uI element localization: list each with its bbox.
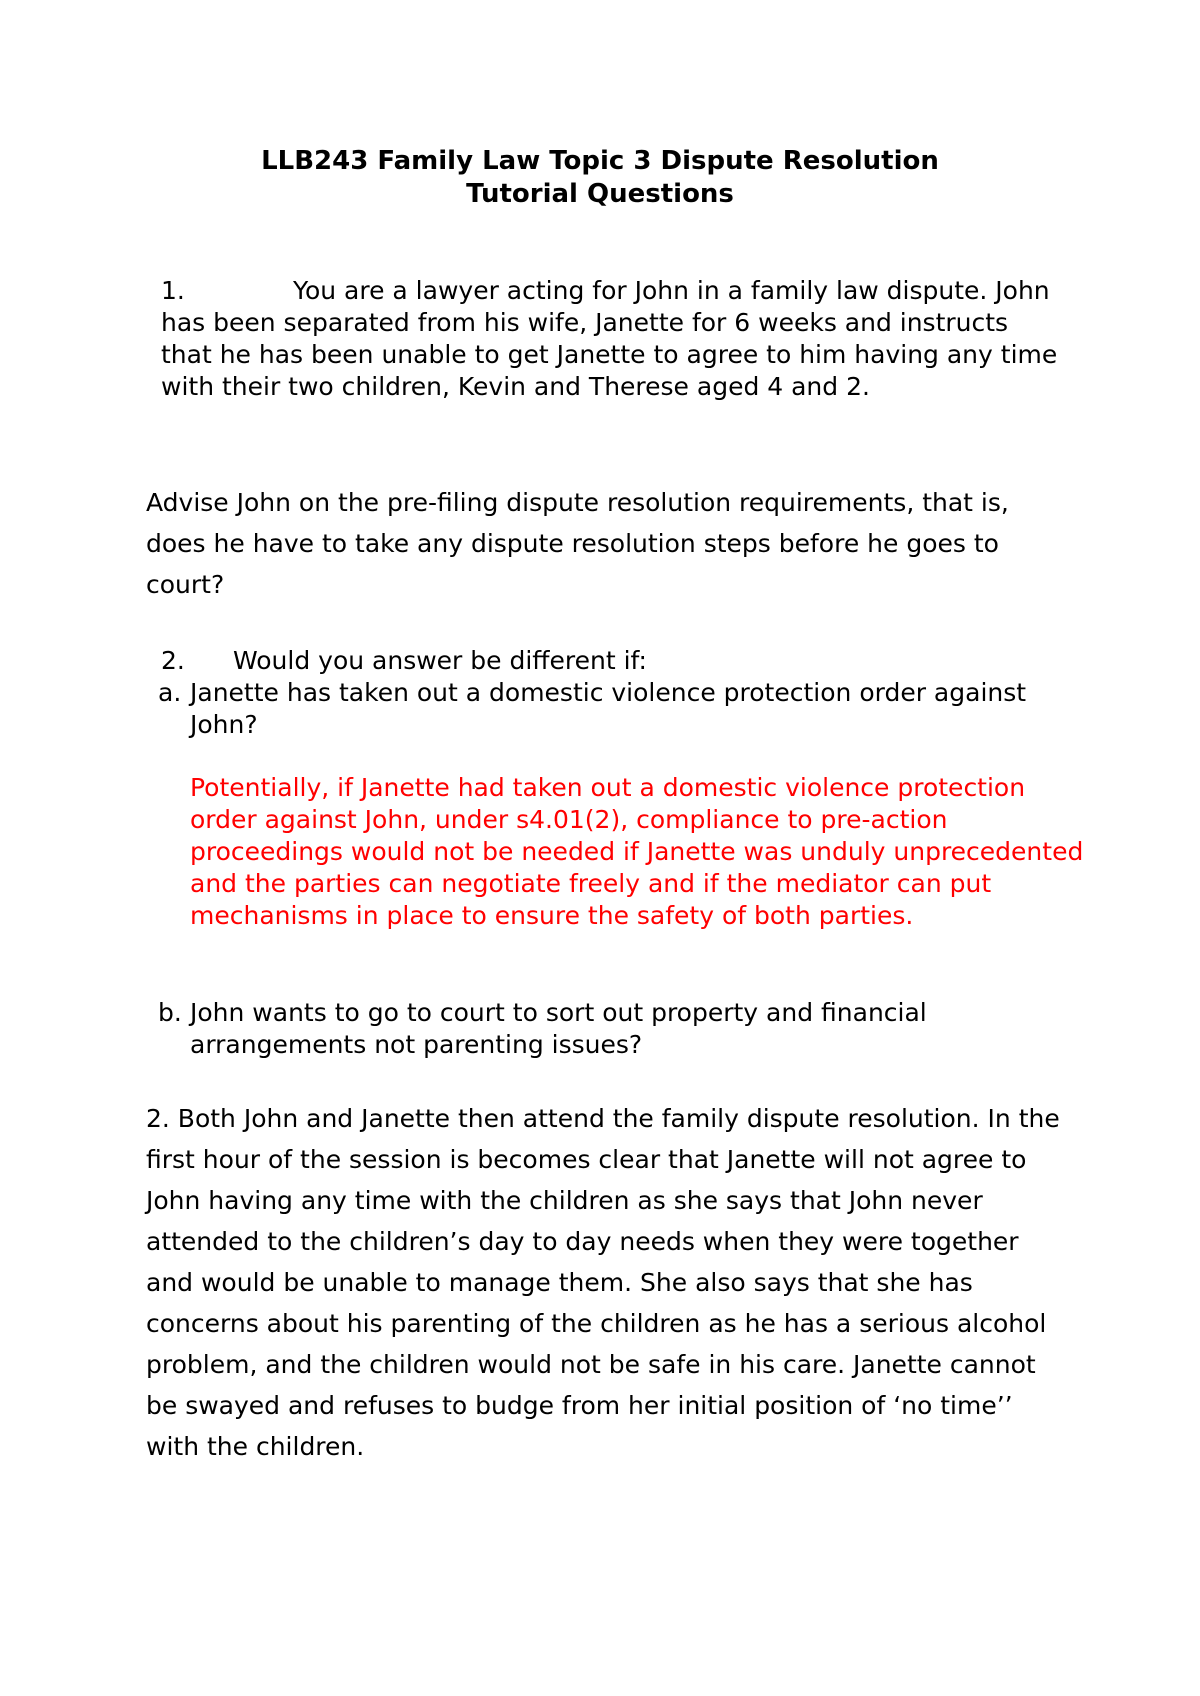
question-1-prompt: Advise John on the pre-filing dispute resolution requirements, that is, does he have to take any dispute resolution steps before he goes to court? <box>146 488 1009 599</box>
question-2a-text: Janette has taken out a domestic violence protection order against John? <box>190 678 1027 739</box>
question-2-number: 2. <box>161 646 185 675</box>
question-3-text: 2. Both John and Janette then attend the family dispute resolution. In the first hour of the session is becomes clear that Janette will not agree to John having any time with the children as she says that John never attended to the children’s day to day needs when they were together and would be unable to manage them. She also says that she has concerns about his parenting of the children as he has a serious alcohol problem, and the children would not be safe in his care. Janette cannot be swayed and refuses to budge from her initial position of ‘no time’’ with the children. <box>146 1104 1060 1461</box>
answer-2a-text: Potentially, if Janette had taken out a domestic violence protection order against John, under s4.01(2), compliance to pre-action proceedings would not be needed if Janette was unduly unprecedented and the parties can negotiate freely and if the mediator can put mechanisms in place to ensure the safety of both parties. <box>190 773 1084 930</box>
document-subtitle: Tutorial Questions <box>466 179 734 209</box>
question-2-text: Would you answer be different if: <box>233 646 647 675</box>
question-1-text: You are a lawyer acting for John in a family law dispute. John has been separated from his wife, Janette for 6 weeks and instructs that he has been unable to get Janette to agree to him having any time with their two children, Kevin and Therese aged 4 and 2. <box>161 276 1058 401</box>
question-1-number: 1. <box>161 276 185 305</box>
document-title: LLB243 Family Law Topic 3 Dispute Resolution <box>261 146 939 176</box>
question-2b-text: John wants to go to court to sort out property and financial arrangements not parenting issues? <box>190 998 927 1059</box>
question-2b-letter: b. <box>158 998 182 1027</box>
question-2a-letter: a. <box>158 678 182 707</box>
